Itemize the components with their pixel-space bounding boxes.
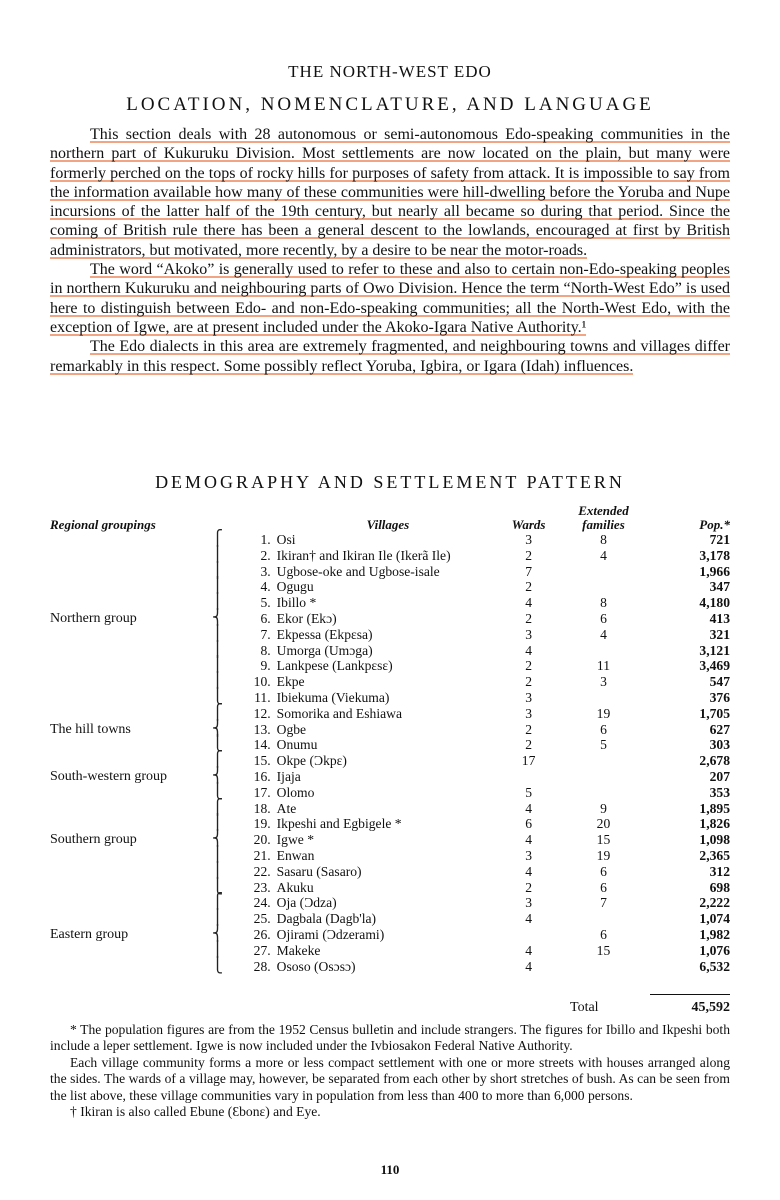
- families-value: 15: [596, 942, 611, 958]
- wards-value: 2: [525, 610, 532, 626]
- pop-value: 2,222: [699, 895, 730, 911]
- village-name: Ekpe: [276, 674, 305, 690]
- village-name: Enwan: [276, 847, 315, 863]
- row-number: 15.: [253, 753, 271, 769]
- footnote-census: * The population figures are from the 1952 Census bulletin and include strangers. The figures for Ibillo and Ikpeshi both include a leper settlement. Igwe is now included under the Ivbiosakon Federal Native Authority.: [50, 1022, 730, 1054]
- table-row: [50, 801, 730, 817]
- families-value: 6: [600, 879, 607, 895]
- row-number: 5.: [260, 595, 271, 611]
- families-value: 6: [600, 721, 607, 737]
- village-name: Ijaja: [276, 768, 301, 784]
- village-name: Sasaru (Sasaro): [276, 863, 362, 879]
- families-value: [558, 785, 649, 801]
- village-name: Ugbose-oke and Ugbose-isale: [276, 563, 440, 579]
- village-name: Okpe (Ɔkpɛ): [276, 753, 347, 769]
- wards-value: 3: [525, 895, 532, 911]
- table-header-row: [50, 498, 730, 532]
- table-row: [50, 643, 730, 659]
- group-label: Eastern group: [50, 926, 129, 942]
- village-name: Onumu: [276, 737, 318, 753]
- group-cell: [50, 595, 212, 611]
- wards-value: 4: [525, 863, 532, 879]
- families-value: 6: [600, 610, 607, 626]
- table-row: [50, 595, 730, 611]
- group-cell: [50, 532, 212, 548]
- group-cell: [50, 880, 212, 896]
- brace-mark: ⎪: [211, 625, 224, 642]
- village-name: Somorika and Eshiawa: [276, 705, 402, 721]
- table-row: [50, 737, 730, 753]
- row-number: 1.: [260, 532, 271, 547]
- pop-value: 303: [709, 737, 730, 753]
- village-name: Igwe *: [276, 832, 315, 848]
- paragraph-1: This section deals with 28 autonomous or semi-autonomous Edo-speaking communities in the northern part of Kukuruku Division. Most settlements are now located on the plain, but many were formerly perched on the tops of rocky hills for purposes of safety from attack. It is impossible to say from the information available how many of these communities were hill-dwelling before the Yoruba and Nupe incursions of the latter half of the 19th century, but nearly all became so during that period. Since the coming of British rule there has been a general descent to the lowlands, encouraged at first by British administrators, but motivated, more recently, by a desire to be near the motor-roads.: [50, 126, 730, 259]
- table-row: [50, 895, 730, 911]
- wards-value: 4: [525, 800, 532, 816]
- header-pop: Pop.*: [699, 517, 730, 532]
- table-row: [50, 832, 730, 848]
- families-value: 6: [600, 926, 607, 942]
- brace-mark: ⎧: [211, 799, 224, 816]
- table-row: [50, 880, 730, 896]
- pop-value: 353: [709, 784, 730, 800]
- brace-mark: ⎪: [211, 657, 224, 674]
- group-cell: [50, 674, 212, 690]
- families-value: [558, 753, 649, 769]
- brace-mark: ⎪: [211, 941, 224, 958]
- families-value: 3: [600, 674, 607, 690]
- brace-mark: ⎩: [211, 957, 224, 974]
- paragraph-2: The word “Akoko” is generally used to refer to these and also to certain non-Edo-speaking peoples in northern Kukuruku and neighbouring parts of Owo Division. Hence the term “North-West Edo” is used here to distinguish between Edo- and non-Edo-speaking communities; all the North-West Edo, with the exception of Igwe, are at present included under the Akoko-Igara Native Authority.¹: [50, 261, 730, 336]
- brace-mark: ⎩: [211, 783, 224, 800]
- pop-value: 721: [709, 532, 730, 547]
- brace-mark: ⎩: [211, 878, 224, 895]
- pop-value: 1,074: [699, 911, 730, 927]
- wards-value: 4: [525, 911, 532, 927]
- group-cell: [50, 911, 212, 927]
- families-value: 9: [600, 800, 607, 816]
- families-value: 7: [600, 895, 607, 911]
- wards-value: 7: [525, 563, 532, 579]
- footnotes: [50, 1022, 730, 1120]
- group-cell: [50, 753, 212, 769]
- section-heading-demography: DEMOGRAPHY AND SETTLEMENT PATTERN: [155, 472, 625, 492]
- village-name: Lankpese (Lankpɛsɛ): [276, 658, 393, 674]
- village-name: Ikpeshi and Egbigele *: [276, 816, 402, 832]
- group-cell: [50, 801, 212, 817]
- families-value: [558, 911, 649, 927]
- village-name: Ojirami (Ɔdzerami): [276, 926, 385, 942]
- families-value: 4: [600, 626, 607, 642]
- village-name: Ekor (Ekɔ): [276, 610, 337, 626]
- brace-mark: ⎨: [211, 767, 224, 784]
- village-name: Osi: [276, 532, 296, 547]
- families-value: 5: [600, 737, 607, 753]
- total-label: Total: [570, 1000, 599, 1015]
- pop-value: 413: [709, 610, 730, 626]
- village-name: Makeke: [276, 942, 321, 958]
- table-row: [50, 785, 730, 801]
- brace-mark: ⎧: [211, 704, 224, 721]
- wards-value: 2: [525, 879, 532, 895]
- group-cell: [50, 943, 212, 959]
- families-value: [558, 579, 649, 595]
- brace-mark: ⎨: [211, 831, 224, 848]
- row-number: 23.: [253, 879, 271, 895]
- brace-mark: ⎪: [211, 594, 224, 611]
- pop-value: 3,121: [699, 642, 730, 658]
- table-row: [50, 864, 730, 880]
- row-number: 26.: [253, 926, 271, 942]
- row-number: 21.: [253, 847, 271, 863]
- brace-mark: ⎪: [211, 815, 224, 832]
- table-row: [50, 753, 730, 769]
- brace-mark: ⎪: [211, 673, 224, 690]
- village-name: Ibiekuma (Viekuma): [276, 689, 390, 705]
- village-name: Ogugu: [276, 579, 314, 595]
- wards-value: 17: [521, 753, 536, 769]
- pop-value: 1,826: [699, 816, 730, 832]
- brace-mark: ⎨: [211, 609, 224, 626]
- group-cell: [50, 864, 212, 880]
- brace-mark: ⎨: [211, 720, 224, 737]
- village-name: Ate: [276, 800, 297, 816]
- section-heading-location: LOCATION, NOMENCLATURE, AND LANGUAGE: [126, 94, 654, 115]
- village-name: Olomo: [276, 784, 315, 800]
- row-number: 12.: [253, 705, 271, 721]
- wards-value: 2: [525, 547, 532, 563]
- village-name: Ekpessa (Ekpɛsa): [276, 626, 373, 642]
- row-number: 13.: [253, 721, 271, 737]
- wards-value: 3: [525, 847, 532, 863]
- table-row: [50, 927, 730, 943]
- village-name: Ososo (Osɔsɔ): [276, 958, 356, 974]
- families-value: 15: [596, 832, 611, 848]
- table-row: [50, 627, 730, 643]
- pop-value: 2,678: [699, 753, 730, 769]
- pop-value: 207: [709, 768, 730, 784]
- table-row: [50, 548, 730, 564]
- table-row: [50, 690, 730, 706]
- table-row: [50, 943, 730, 959]
- row-number: 18.: [253, 800, 271, 816]
- families-value: [558, 564, 649, 580]
- brace-mark: ⎪: [211, 562, 224, 579]
- demography-table: [50, 498, 730, 974]
- brace-mark: ⎧: [211, 752, 224, 769]
- brace-mark: ⎧: [211, 894, 224, 911]
- group-label: South-western group: [50, 768, 168, 784]
- wards-value: 3: [525, 689, 532, 705]
- families-value: 6: [600, 863, 607, 879]
- group-cell: [50, 690, 212, 706]
- row-number: 2.: [260, 547, 271, 563]
- wards-value: 2: [525, 737, 532, 753]
- wards-value: 3: [525, 626, 532, 642]
- header-groupings: Regional groupings: [50, 517, 156, 532]
- families-value: [558, 690, 649, 706]
- families-value: 8: [600, 595, 607, 611]
- table-row: [50, 532, 730, 548]
- row-number: 14.: [253, 737, 271, 753]
- table-row: [50, 611, 730, 627]
- wards-value: 2: [525, 674, 532, 690]
- wards-value: 6: [525, 816, 532, 832]
- wards-value: [499, 769, 558, 785]
- brace-mark: ⎪: [211, 846, 224, 863]
- pop-value: 3,469: [699, 658, 730, 674]
- wards-value: 4: [525, 595, 532, 611]
- pop-value: 376: [709, 689, 730, 705]
- pop-value: 4,180: [699, 595, 730, 611]
- table-row: [50, 722, 730, 738]
- table-row: [50, 769, 730, 785]
- pop-value: 347: [709, 579, 730, 595]
- table-row: [50, 911, 730, 927]
- village-name: Ibillo *: [276, 595, 317, 611]
- row-number: 8.: [260, 642, 271, 658]
- group-label: Southern group: [50, 832, 137, 848]
- pop-value: 1,982: [699, 926, 730, 942]
- group-cell: [50, 848, 212, 864]
- table-row: [50, 816, 730, 832]
- header-families: Extended families: [578, 503, 629, 532]
- families-value: [558, 643, 649, 659]
- row-number: 24.: [253, 895, 271, 911]
- group-cell: [50, 706, 212, 722]
- total-rule: [650, 994, 730, 995]
- row-number: 20.: [253, 832, 271, 848]
- paragraph-3: The Edo dialects in this area are extremely fragmented, and neighbouring towns and villages differ remarkably in this respect. Some possibly reflect Yoruba, Igbira, or Igara (Idah) influences.: [50, 338, 730, 375]
- table-row: [50, 564, 730, 580]
- wards-value: 4: [525, 942, 532, 958]
- group-cell: [50, 895, 212, 911]
- group-label: The hill towns: [50, 721, 131, 737]
- row-number: 7.: [260, 626, 271, 642]
- group-cell: [50, 579, 212, 595]
- pop-value: 3,178: [699, 547, 730, 563]
- pop-value: 1,895: [699, 800, 730, 816]
- brace-mark: ⎪: [211, 546, 224, 563]
- village-name: Ikiran† and Ikiran Ile (Ikerã Ile): [276, 547, 451, 563]
- brace-mark: ⎩: [211, 688, 224, 705]
- families-value: 11: [596, 658, 611, 674]
- group-cell: [50, 658, 212, 674]
- footnote-ikiran: † Ikiran is also called Ebune (Ɛbonɛ) and Eye.: [70, 1104, 321, 1120]
- village-name: Umorga (Umɔga): [276, 642, 373, 658]
- wards-value: 2: [525, 721, 532, 737]
- row-number: 17.: [253, 784, 271, 800]
- wards-value: 4: [525, 832, 532, 848]
- header-villages: Villages: [366, 517, 410, 532]
- families-value: [558, 769, 649, 785]
- pop-value: 547: [709, 674, 730, 690]
- pop-value: 1,098: [699, 832, 730, 848]
- wards-value: 2: [525, 579, 532, 595]
- row-number: 19.: [253, 816, 271, 832]
- village-name: Dagbala (Dagb'la): [276, 911, 377, 927]
- group-cell: [50, 643, 212, 659]
- group-cell: [50, 959, 212, 975]
- brace-mark: ⎪: [211, 910, 224, 927]
- brace-mark: ⎪: [211, 641, 224, 658]
- families-value: 8: [600, 532, 607, 547]
- settlement-paragraph: Each village community forms a more or less compact settlement with one or more streets with houses arranged along the sides. The wards of a village may, however, be separated from each other by short stretches of bush. As can be seen from the list above, these village communities vary in population from less than 400 to more than 6,000 persons.: [50, 1054, 730, 1103]
- brace-mark: ⎪: [211, 862, 224, 879]
- wards-value: 4: [525, 958, 532, 974]
- pop-value: 312: [709, 863, 730, 879]
- brace-mark: ⎩: [211, 736, 224, 753]
- families-value: [558, 959, 649, 975]
- wards-value: 3: [525, 705, 532, 721]
- table-row: [50, 658, 730, 674]
- total-value: 45,592: [691, 1000, 730, 1015]
- table-row: [50, 848, 730, 864]
- row-number: 22.: [253, 863, 271, 879]
- brace-mark: ⎧: [211, 531, 224, 547]
- intro-paragraph: [50, 125, 730, 376]
- wards-value: 5: [525, 784, 532, 800]
- pop-value: 698: [709, 879, 730, 895]
- row-number: 10.: [253, 674, 271, 690]
- document-page: [50, 0, 730, 1200]
- group-label: Northern group: [50, 610, 137, 626]
- group-cell: [50, 548, 212, 564]
- row-number: 4.: [260, 579, 271, 595]
- families-value: 20: [596, 816, 611, 832]
- row-number: 27.: [253, 942, 271, 958]
- table-row: [50, 674, 730, 690]
- families-value: 19: [596, 847, 611, 863]
- table-row: [50, 706, 730, 722]
- group-cell: [50, 785, 212, 801]
- pop-value: 321: [709, 626, 730, 642]
- row-number: 25.: [253, 911, 271, 927]
- table-row: [50, 579, 730, 595]
- page-number: 110: [380, 1162, 400, 1177]
- families-value: 19: [596, 705, 611, 721]
- pop-value: 2,365: [699, 847, 730, 863]
- group-cell: [50, 737, 212, 753]
- running-title: THE NORTH-WEST EDO: [288, 62, 492, 81]
- village-name: Ogbe: [276, 721, 307, 737]
- wards-value: 4: [525, 642, 532, 658]
- group-cell: [50, 627, 212, 643]
- row-number: 9.: [260, 658, 271, 674]
- pop-value: 1,705: [699, 705, 730, 721]
- table-row: [50, 959, 730, 975]
- pop-value: 627: [709, 721, 730, 737]
- wards-value: 3: [525, 532, 532, 547]
- village-name: Akuku: [276, 879, 314, 895]
- row-number: 11.: [254, 689, 271, 705]
- wards-value: [499, 927, 558, 943]
- families-value: 4: [600, 547, 607, 563]
- pop-value: 1,966: [699, 563, 730, 579]
- row-number: 6.: [260, 610, 271, 626]
- village-name: Oja (Ɔdza): [276, 895, 337, 911]
- brace-mark: ⎪: [211, 578, 224, 595]
- pop-value: 1,076: [699, 942, 730, 958]
- group-cell: [50, 564, 212, 580]
- row-number: 3.: [260, 563, 271, 579]
- wards-value: 2: [525, 658, 532, 674]
- header-wards: Wards: [511, 517, 546, 532]
- pop-value: 6,532: [699, 958, 730, 974]
- row-number: 16.: [253, 768, 271, 784]
- row-number: 28.: [253, 958, 271, 974]
- group-cell: [50, 816, 212, 832]
- brace-mark: ⎨: [211, 925, 224, 942]
